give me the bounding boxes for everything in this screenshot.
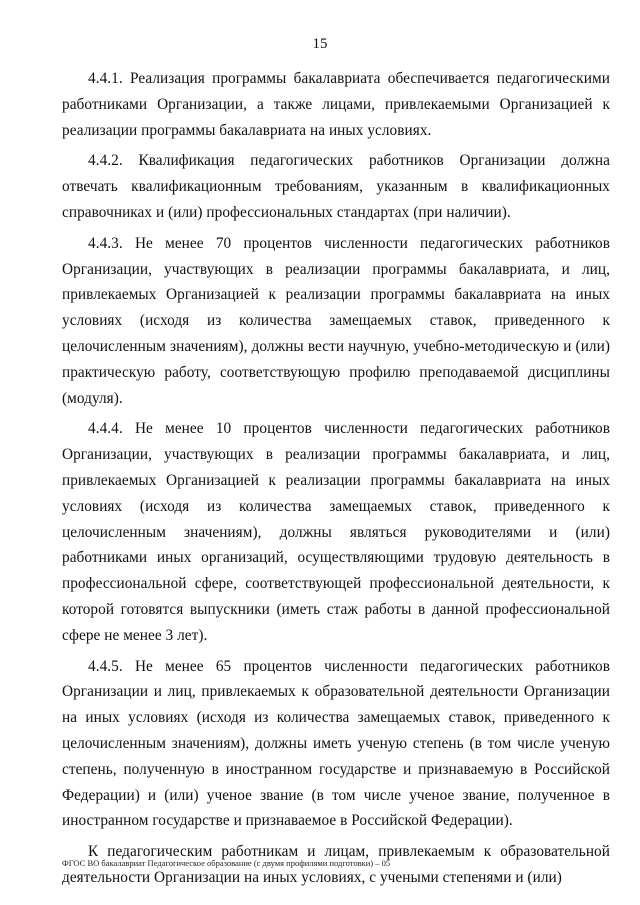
paragraph-4-4-3: 4.4.3. Не менее 70 процентов численности педагогических работников Организации, участвующих в реализации программы бакалавриата, и лиц, привлекаемых Организацией к реализации программы бакалавриата на иных условиях (исходя из количества замещаемых ставок, приведенного к целочисленным значениям), должны вести научную, учебно-методическую и (или) практическую работу, соответствующую профилю преподаваемой дисциплины (модуля).: [62, 234, 610, 407]
page-footer: ФГОС ВО бакалавриат Педагогическое образование (с двумя профилями подготовки) – 05: [62, 858, 391, 868]
paragraph-4-4-1: 4.4.1. Реализация программы бакалавриата обеспечивается педагогическими работниками Организации, а также лицами, привлекаемыми Организацией к реализации программы бакалавриата на иных условиях.: [62, 70, 610, 139]
paragraph-4-4-4: 4.4.4. Не менее 10 процентов численности педагогических работников Организации, участвующих в реализации программы бакалавриата, и лиц, привлекаемых Организацией к реализации программы бакалавриата на иных условиях (исходя из количества замещаемых ставок, приведенного к целочисленным значениям), должны являться руководителями и (или) работниками иных организаций, осуществляющими трудовую деятельность в профессиональной сфере, соответствующей профессиональной деятельности, к которой готовятся выпускники (иметь стаж работы в данной профессиональной сфере не менее 3 лет).: [62, 420, 610, 644]
paragraph-4-4-2: 4.4.2. Квалификация педагогических работников Организации должна отвечать квалификационным требованиям, указанным в квалификационных справочниках и (или) профессиональных стандартах (при наличии).: [62, 152, 610, 221]
document-body: [62, 66, 610, 896]
page-number: 15: [312, 36, 328, 52]
paragraph-4-4-5: 4.4.5. Не менее 65 процентов численности педагогических работников Организации и лиц, привлекаемых к образовательной деятельности Организации на иных условиях (исходя из количества замещаемых ставок, приведенного к целочисленным значениям), должны иметь ученую степень (в том числе ученую степень, полученную в иностранном государстве и признаваемую в Российской Федерации) и (или) ученое звание (в том числе ученое звание, полученное в иностранном государстве и признаваемое в Российской Федерации).: [62, 657, 610, 830]
paragraph-continuation: К педагогическим работникам и лицам, привлекаемым к образовательной деятельности Организации на иных условиях, с учеными степенями и (или): [62, 843, 610, 886]
